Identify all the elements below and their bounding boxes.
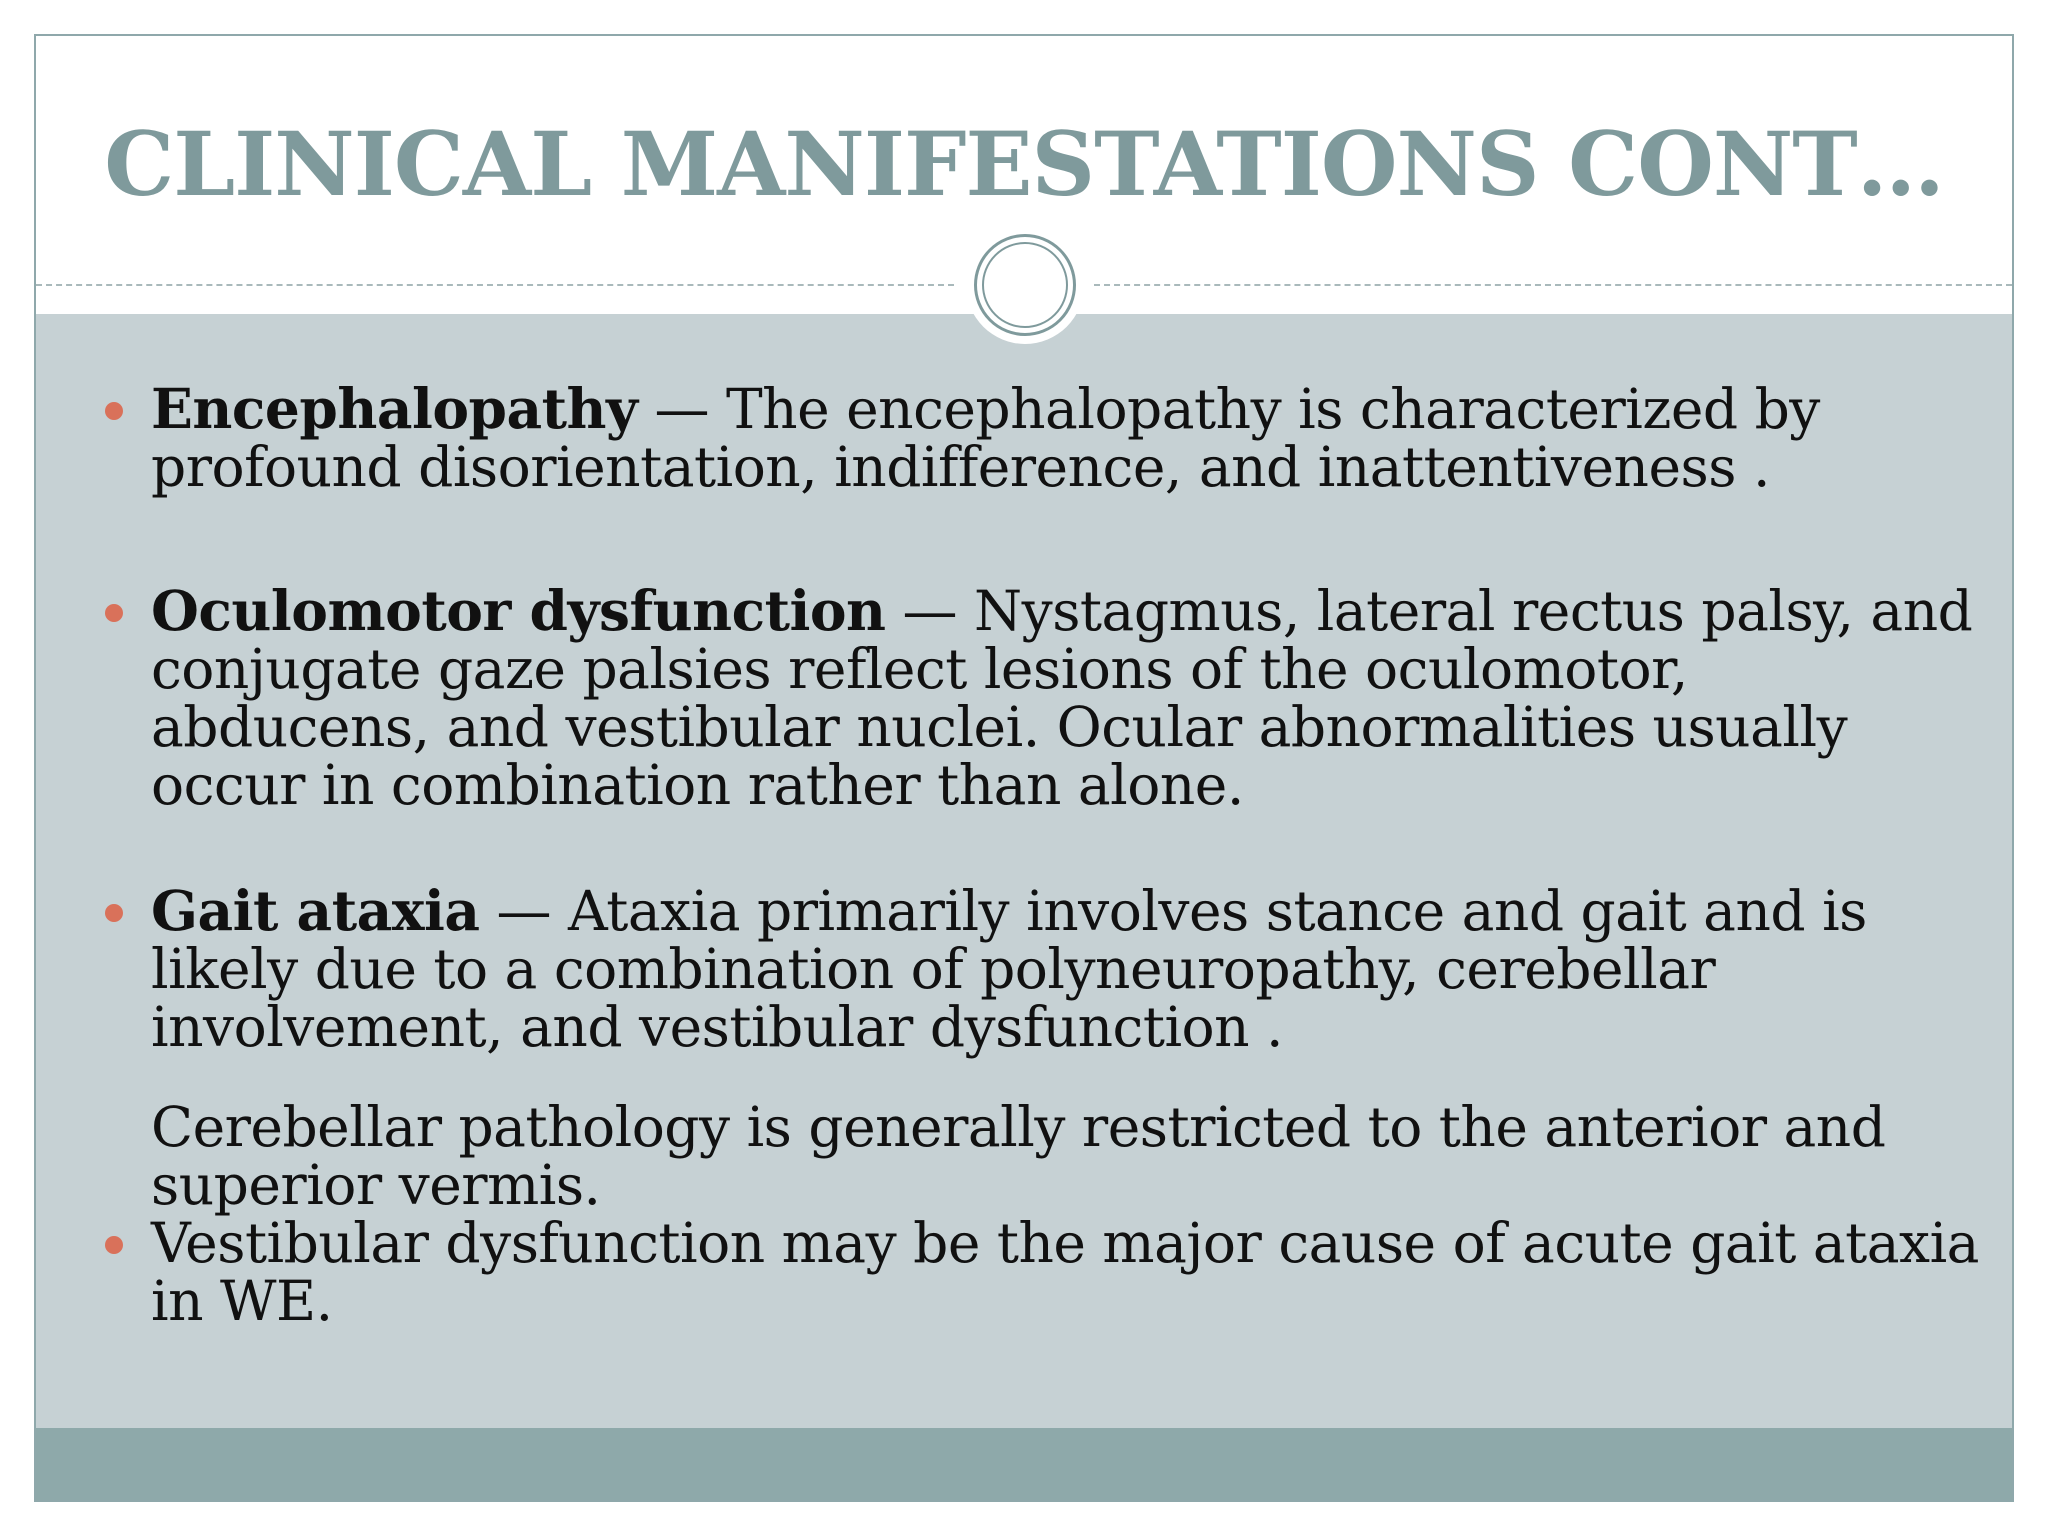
- bullet-oculomotor-dysfunction: [151, 578, 1981, 817]
- footer-band: [36, 1428, 2012, 1500]
- circle-ornament-icon: [966, 226, 1084, 344]
- bullet-text: — Ataxia primarily involves stance and gait and is likely due to a combination of polyneuropathy, cerebellar involvement, and vestibular dysfunction .: [151, 879, 1867, 1059]
- slide-title: CLINICAL MANIFESTATIONS CONT…: [104, 112, 1944, 216]
- bullet-term: Encephalopathy: [151, 376, 638, 441]
- bullet-dot: [105, 604, 123, 622]
- bullet-dot: [105, 402, 123, 420]
- bullet-encephalopathy: [151, 376, 1981, 499]
- ornament-inner-ring: [982, 242, 1068, 328]
- slide: [34, 34, 2014, 1502]
- bullet-text: — The encephalopathy is characterized by profound disorientation, indifference, and inattentiveness .: [151, 377, 1820, 499]
- gait-ataxia-note: Cerebellar pathology is generally restricted to the anterior and superior vermis.: [151, 1095, 1886, 1217]
- title-divider-left: [36, 284, 954, 286]
- bullet-term: Gait ataxia: [151, 878, 480, 943]
- bullet-term: Oculomotor dysfunction: [151, 578, 886, 643]
- bullet-dot: [105, 904, 123, 922]
- bullet-vestibular-dysfunction: [151, 1211, 1981, 1333]
- content-area: [36, 314, 2012, 1432]
- bullet-text: — Nystagmus, lateral rectus palsy, and conjugate gaze palsies reflect lesions of the oculomotor, abducens, and vestibular nuclei. Ocular abnormalities usually occur in combination rather than alone.: [151, 579, 1973, 817]
- bullet-gait-ataxia: [151, 878, 1981, 1059]
- bullet-dot: [105, 1236, 123, 1254]
- title-divider-right: [1094, 284, 2012, 286]
- bullet-text: Vestibular dysfunction may be the major cause of acute gait ataxia in WE.: [151, 1211, 1979, 1333]
